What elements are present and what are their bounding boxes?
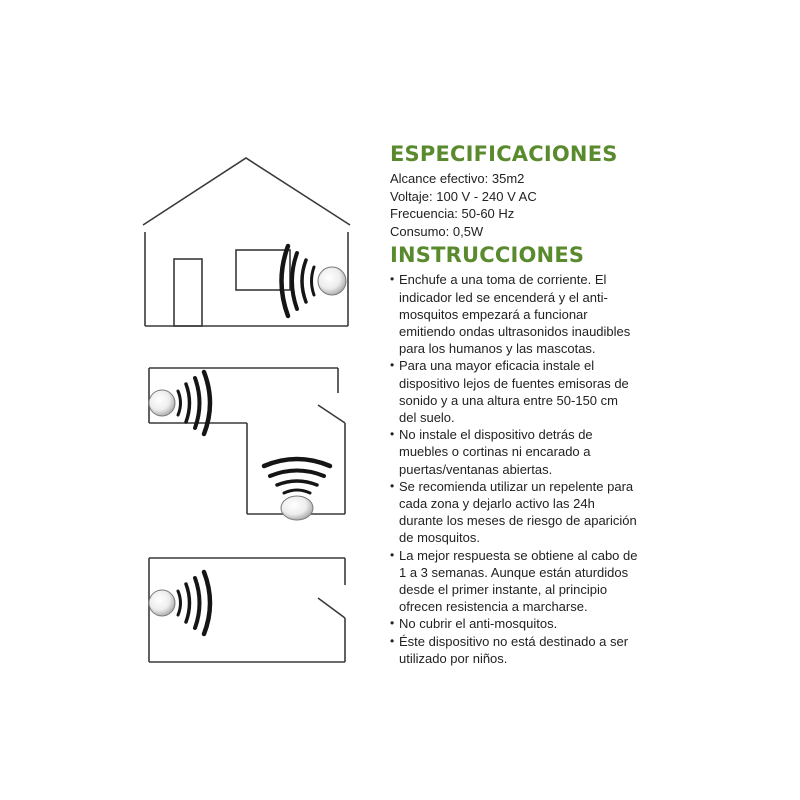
instruction-item [390,478,690,547]
instruction-line: para los humanos y las mascotas. [399,341,596,357]
instruction-line: • No instale el dispositivo detrás de [399,427,593,443]
instruction-item [390,357,690,426]
instruction-line: durante los meses de riesgo de aparición [399,513,637,529]
room-device-floor-icon [264,459,330,520]
house-device-icon [282,246,347,316]
instruction-line: indicador led se encenderá y el anti- [399,289,608,305]
room-device-left-icon [149,372,210,434]
instruction-item [390,426,690,478]
specifications-list [390,170,690,240]
instruction-line: sonido y a una altura entre 50-150 cm [399,392,618,408]
instruction-line: del suelo. [399,410,455,425]
instruction-line: de mosquitos. [399,530,480,546]
spec-item: Alcance efectivo: 35m2 [390,171,525,186]
instruction-line: desde el primer instante, al principio [399,582,608,598]
specifications-heading: ESPECIFICACIONES [390,142,618,166]
instruction-line: • Se recomienda utilizar un repelente para [399,478,634,494]
instruction-item [390,615,690,632]
instruction-line: cada zona y dejarlo activo las 24h [399,496,595,512]
spec-item: Voltaje: 100 V - 240 V AC [390,188,537,204]
spec-item: Frecuencia: 50-60 Hz [390,206,515,222]
instruction-line: dispositivo lejos de fuentes emisoras de [399,375,629,391]
bottom-device-icon [149,572,210,634]
instructions-list [390,271,690,667]
instruction-line: muebles o cortinas ni encarado a [399,444,591,460]
instruction-item [390,271,690,357]
instruction-line: 1 a 3 semanas. Aunque están aturdidos [399,564,629,580]
instruction-line: puertas/ventanas abiertas. [399,461,553,477]
instructions-heading: INSTRUCCIONES [390,243,585,268]
instruction-line: • Enchufe a una toma de corriente. El [399,272,607,288]
instruction-line: emitiendo ondas ultrasonidos inaudibles [399,323,631,339]
instruction-item [390,547,690,616]
instruction-line: • La mejor respuesta se obtiene al cabo de [399,547,638,563]
house-outline-icon [143,158,350,326]
instruction-line: • Para una mayor eficacia instale el [399,358,595,374]
product-info-panel [390,140,690,667]
instruction-line: utilizado por niños. [399,650,508,666]
instruction-line: • Éste dispositivo no está destinado a ser [399,633,629,649]
instruction-line: • No cubrir el anti-mosquitos. [399,616,558,632]
spec-item: Consumo: 0,5W [390,223,484,239]
instruction-line: ofrecen resistencia a marcharse. [399,599,588,615]
instruction-item [390,633,690,667]
instruction-line: mosquitos empezará a funcionar [399,306,588,322]
